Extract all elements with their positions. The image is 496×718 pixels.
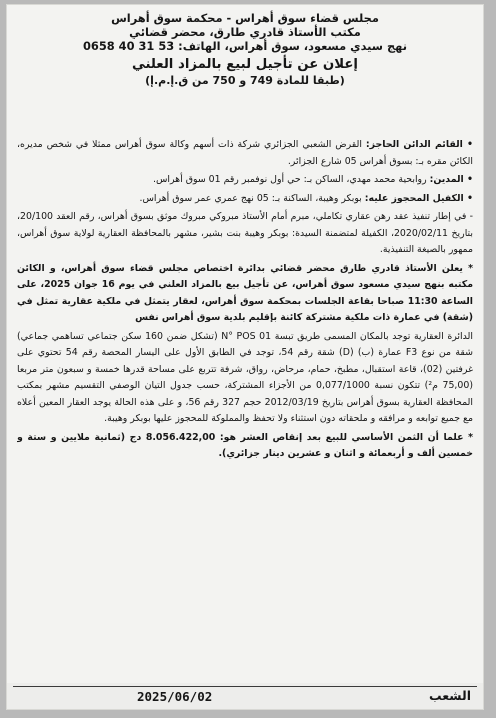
mortgage-paragraph [17,209,473,259]
creditor-paragraph [17,137,473,170]
office-address: نهج سيدي مسعود، سوق أهراس، الهاتف: 53 31 40 0658 [83,39,407,53]
debtor-paragraph [17,172,473,189]
newspaper-clipping [6,4,484,710]
bailiff-office: مكتب الأستاذ قادري طارق، محضر قضائي [129,25,361,39]
legal-reference: (طبقا للمادة 749 و 750 من ق.إ.م.إ) [145,74,345,87]
announcement-body [17,137,473,685]
auction-announcement: * يعلن الأستاذ قادري طارق محضر قضائي بدائرة اختصاص مجلس قضاء سوق أهراس، و الكائن مكتبه بنهج سيدي مسعود سوق أهراس، عن تأجيل بيع بالمزاد العلني في يوم 16 جوان 2025، على الساعة 11:30 صباحا بقاعة الجلسات بمحكمة سوق أهراس، لعقار يتمثل في ملكية عقارية تمثل في (شقة) في عمارة ذات ملكية مشتركة كائنة بإقليم بلدية سوق أهراس نفس [17,262,473,323]
base-price: * علما أن الثمن الأساسي للبيع بعد إنقاص العشر هو: 8.056.422,00 دج (ثمانية ملايين و ستة و خمسين ألف و أربعمائة و اثنان و عشرين دينار جزائري). [17,431,473,459]
property-description: الدائرة العقارية توجد بالمكان المسمى طريق تبسة 01 N° POS (تشكل ضمن 160 سكن جتماعي تساهمي جماعي) شقة من نوع F3 عمارة (ب) (D) شقة رقم 54، توجد في الطابق الأول على اليسار المحصة رقم 54 تحتوي على غرفتين (02)، قاعة استقبال، مطبخ، حمام، مرحاض، رواق، شرفة تتربع على مساحة قدرها خمسة و سبعون متر مربعا (75,00 م²) تتكون نسبة 0,077/1000 من الأجزاء المشتركة، حسب جدول التيان الوصفي التقسيم مشهر بمكتب المحافظة العقارية بسوق أهراس بتاريخ 2012/03/19 حجم 327 رقم 56، و على هذه الحالة يوجد العقار المعين أعلاه مع جميع توابعه و مرافقه و ملحقاته دون استثناء ولا تحفظ والمملوكة للمحجوز عليها بوبكر وهيبة. [17,330,473,424]
debtor-label: • المدين: [429,174,473,185]
guarantor-label: • الكفيل المحجوز عليه: [364,192,473,204]
court-name: مجلس قضاء سوق أهراس - محكمة سوق أهراس [111,11,379,25]
publication-date: 2025/06/02 [137,689,213,704]
footer-divider [13,686,477,687]
debtor-text: روابحية محمد مهدي، الساكن بـ: حي أول نوفمبر رقم 01 سوق أهراس. [152,174,427,185]
publication-footer [7,683,483,709]
newspaper-name: الشعب [429,688,471,703]
announcement-header [25,11,465,88]
guarantor-text: بوبكر وهيبة، الساكنة بـ: 05 نهج عمري عمر سوق أهراس. [139,192,362,204]
announcement-title: إعلان عن تأجيل لبيع بالمزاد العلني [132,57,358,72]
guarantor-paragraph [17,191,473,208]
creditor-label: • القائم الدائن الحاجز: [365,139,473,150]
creditor-text: القرض الشعبي الجزائري شركة ذات أسهم وكالة سوق أهراس ممثلا في شخص مديره، الكائن مقره بـ: بسوق أهراس 05 شارع الجزائر. [17,139,473,167]
mortgage-text: - في إطار تنفيذ عقد رهن عقاري تكاملي، مبرم أمام الأستاذ مبروكي مبروك موثق بسوق أهراس، رقم العقد 20/100، بتاريخ 2020/02/11، الكفيلة لمتضمنة السيدة: بوبكر وهيبة بنت بشير، مشهر بالمحافظة العقارية لولاية سوق أهراس، ممهور بالصيغة التنفيذية. [17,211,473,255]
